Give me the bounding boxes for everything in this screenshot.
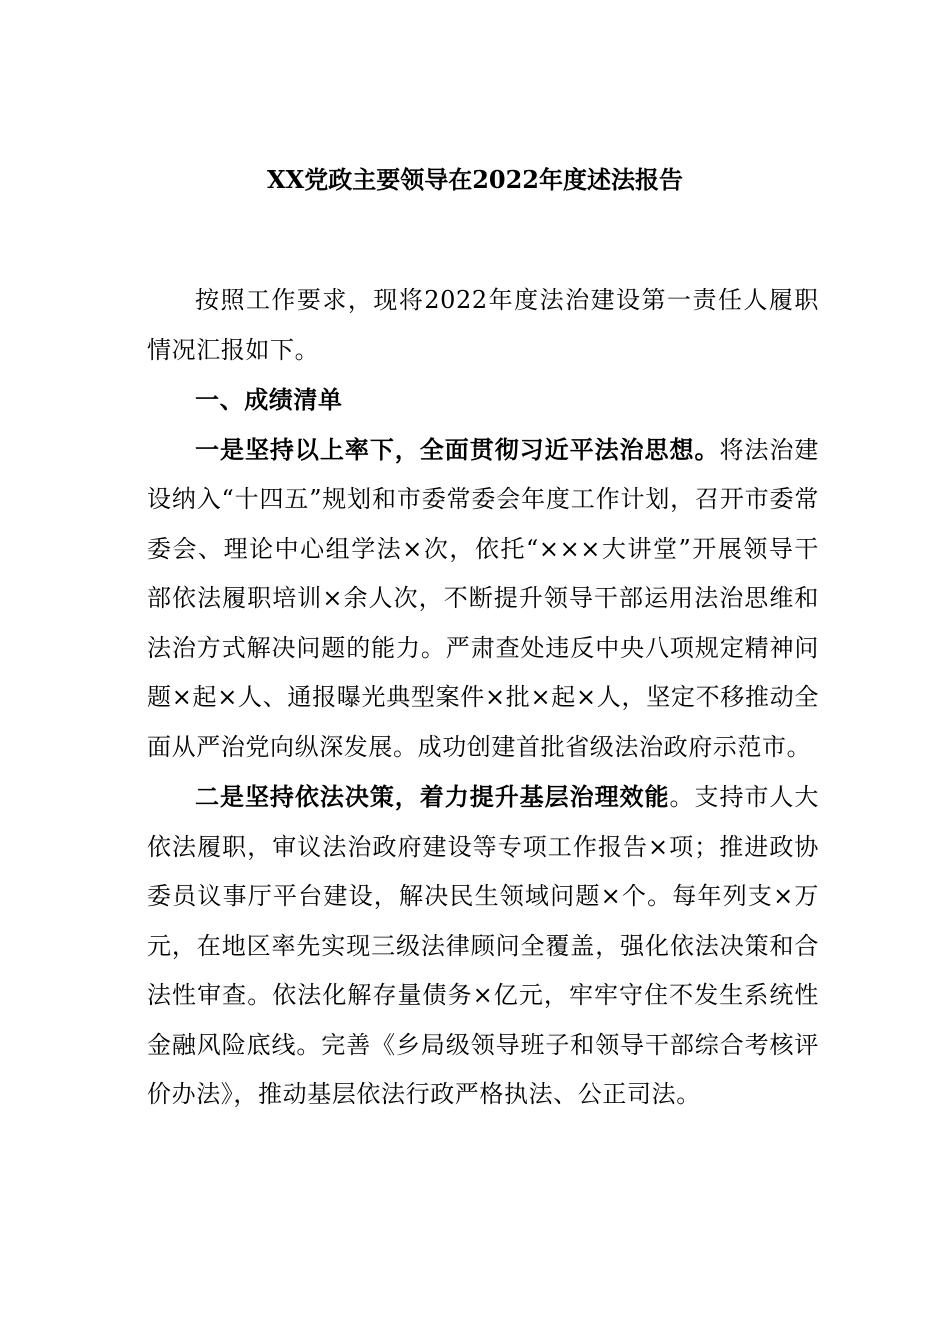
item-2-text: 。支持市人大依法履职，审议法治政府建设等专项工作报告×项；推进政协委员议事厅平台建设，解决民生领域问题×个。每年列支×万元，在地区率先实现三级法律顾问全覆盖，强化依法决策和合法性审查。依法化解存量债务×亿元，牢牢守住不发生系统性金融风险底线。完善《乡局级领导班子和领导干部综合考核评价办法》，推动基层依法行政严格执法、公正司法。 <box>147 783 819 1108</box>
paragraph-item-1 <box>147 425 819 773</box>
document-title: XX党政主要领导在2022年度述法报告 <box>266 165 684 194</box>
paragraph-item-2 <box>147 772 819 1120</box>
section-heading-achievements: 一、成绩清单 <box>195 385 343 414</box>
item-1-text: 将法治建设纳入“十四五”规划和市委常委会年度工作计划，召开市委常委会、理论中心组学法×次，依托“×××大讲堂”开展领导干部依法履职培训×余人次，不断提升领导干部运用法治思维和法治方式解决问题的能力。严肃查处违反中央八项规定精神问题×起×人、通报曝光典型案件×批×起×人，坚定不移推动全面从严治党向纵深发展。成功创建首批省级法治政府示范市。 <box>147 435 819 761</box>
item-2-lead: 二是坚持依法决策，着力提升基层治理效能 <box>195 782 670 811</box>
document-body <box>147 276 819 1120</box>
intro-paragraph: 按照工作要求，现将2022年度法治建设第一责任人履职情况汇报如下。 <box>147 286 819 364</box>
item-1-lead: 一是坚持以上率下，全面贯彻习近平法治思想。 <box>195 434 720 464</box>
